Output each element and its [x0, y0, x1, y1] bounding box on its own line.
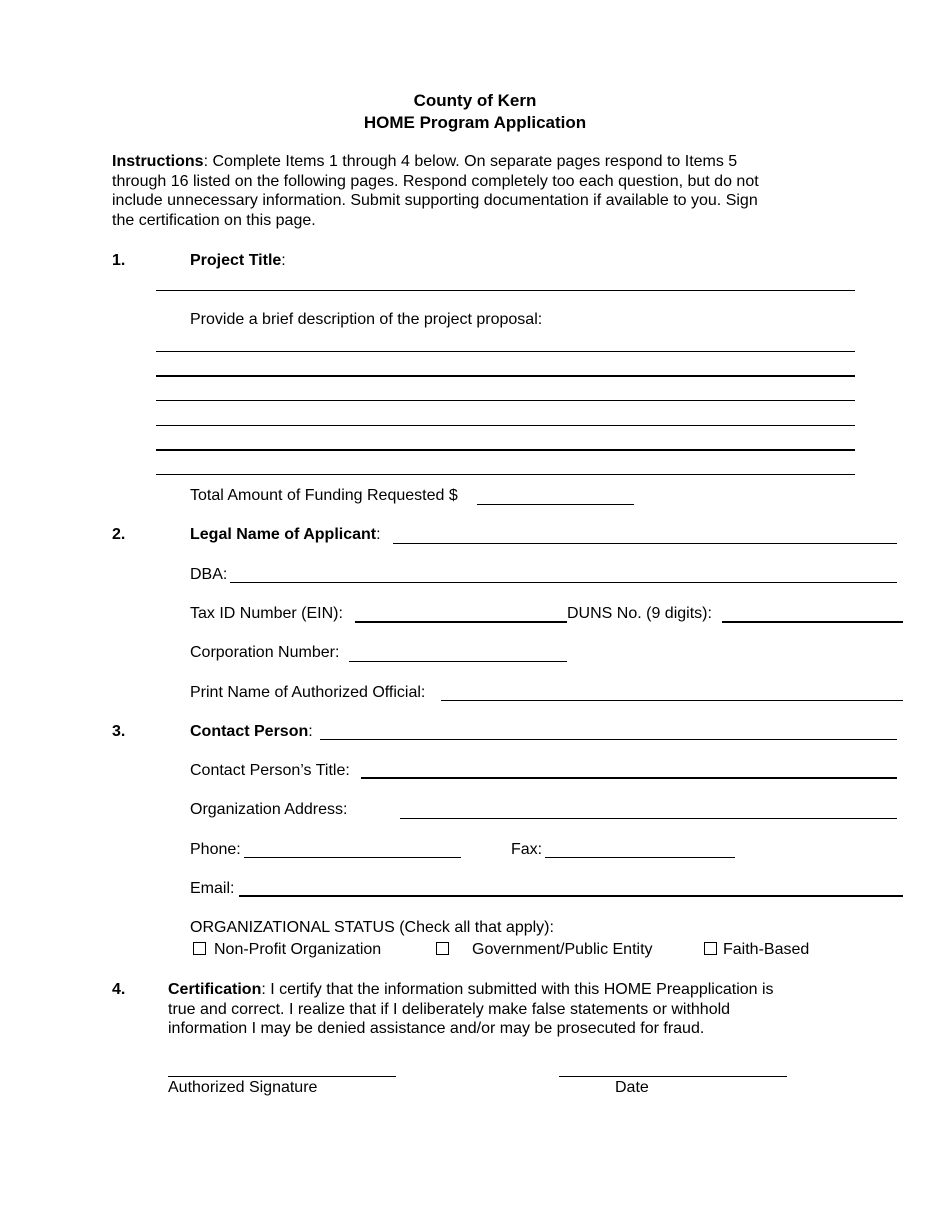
- description-line-3[interactable]: [156, 400, 855, 401]
- certification-paragraph: [168, 980, 774, 1039]
- organizational-status-label: ORGANIZATIONAL STATUS (Check all that apply):: [190, 919, 554, 936]
- legal-name-field[interactable]: [393, 543, 897, 544]
- dba-label: DBA:: [190, 566, 228, 583]
- legal-name-label-wrap: Legal Name of Applicant:: [190, 526, 381, 543]
- description-line-5[interactable]: [156, 449, 855, 451]
- status-option-government[interactable]: [436, 942, 653, 958]
- section-4-number: 4.: [112, 981, 126, 998]
- instructions-line-2: through 16 listed on the following pages. Respond completely too each question, but do not: [112, 172, 759, 190]
- contact-title-label: Contact Person’s Title:: [190, 762, 350, 779]
- funding-amount-field[interactable]: [477, 504, 634, 505]
- section-2-number: 2.: [112, 526, 126, 543]
- certification-line-3: information I may be denied assistance and/or may be prosecuted for fraud.: [168, 1020, 705, 1037]
- description-line-1[interactable]: [156, 351, 855, 352]
- dba-field[interactable]: [230, 582, 897, 583]
- form-title-program: HOME Program Application: [363, 113, 587, 132]
- description-line-6[interactable]: [156, 474, 855, 475]
- instructions-label: Instructions: [112, 153, 204, 170]
- date-field[interactable]: [559, 1076, 787, 1077]
- status-option-nonprofit-label: Non-Profit Organization: [214, 941, 382, 958]
- project-title-field[interactable]: [156, 290, 855, 291]
- contact-person-label: Contact Person: [190, 723, 309, 740]
- section-3-number: 3.: [112, 723, 126, 740]
- instructions-line-3: include unnecessary information. Submit supporting documentation if available to you. Sign: [112, 192, 758, 209]
- contact-title-field[interactable]: [361, 777, 897, 779]
- organization-address-label: Organization Address:: [190, 801, 348, 818]
- tax-id-label: Tax ID Number (EIN):: [190, 605, 343, 622]
- status-option-government-label: Government/Public Entity: [472, 941, 653, 958]
- instructions-paragraph: [112, 152, 759, 230]
- authorized-official-field[interactable]: [441, 700, 903, 701]
- description-line-2[interactable]: [156, 375, 855, 377]
- form-title-county: County of Kern: [413, 91, 537, 110]
- certification-line-2: true and correct. I realize that if I deliberately make false statements or withhold: [168, 1000, 731, 1018]
- instructions-line-1: : Complete Items 1 through 4 below. On separate pages respond to Items 5: [203, 153, 738, 170]
- fax-label: Fax:: [511, 841, 543, 858]
- duns-field[interactable]: [722, 621, 903, 623]
- section-1-number: 1.: [112, 252, 126, 269]
- checkbox-faith-based[interactable]: [704, 942, 717, 955]
- status-option-faith-based[interactable]: [704, 942, 809, 958]
- authorized-official-label: Print Name of Authorized Official:: [190, 684, 426, 701]
- certification-label: Certification: [168, 981, 262, 998]
- instructions-line-4: the certification on this page.: [112, 211, 316, 229]
- certification-line-1: : I certify that the information submitted with this HOME Preapplication is: [261, 981, 774, 998]
- phone-label: Phone:: [190, 841, 241, 858]
- corporation-number-label: Corporation Number:: [190, 644, 340, 661]
- signature-label: Authorized Signature: [168, 1079, 318, 1096]
- checkbox-government[interactable]: [436, 942, 449, 955]
- contact-person-label-wrap: Contact Person:: [190, 723, 313, 740]
- description-line-4[interactable]: [156, 425, 855, 426]
- description-label: Provide a brief description of the project proposal:: [190, 311, 543, 328]
- tax-id-field[interactable]: [355, 621, 567, 623]
- contact-person-field[interactable]: [320, 739, 897, 740]
- funding-label: Total Amount of Funding Requested $: [190, 487, 458, 504]
- legal-name-label: Legal Name of Applicant: [190, 526, 377, 543]
- organization-address-field[interactable]: [400, 818, 897, 819]
- date-label: Date: [615, 1079, 649, 1096]
- project-title-label: Project Title: [190, 252, 282, 269]
- signature-field[interactable]: [168, 1076, 396, 1077]
- fax-field[interactable]: [545, 857, 735, 858]
- corporation-number-field[interactable]: [349, 661, 567, 662]
- duns-label: DUNS No. (9 digits):: [567, 605, 712, 622]
- checkbox-nonprofit[interactable]: [193, 942, 206, 955]
- phone-field[interactable]: [244, 857, 461, 858]
- status-option-faith-based-label: Faith-Based: [723, 941, 810, 958]
- project-title-label-wrap: Project Title:: [190, 252, 286, 269]
- email-label: Email:: [190, 880, 235, 897]
- email-field[interactable]: [239, 895, 903, 897]
- status-option-nonprofit[interactable]: [193, 942, 381, 958]
